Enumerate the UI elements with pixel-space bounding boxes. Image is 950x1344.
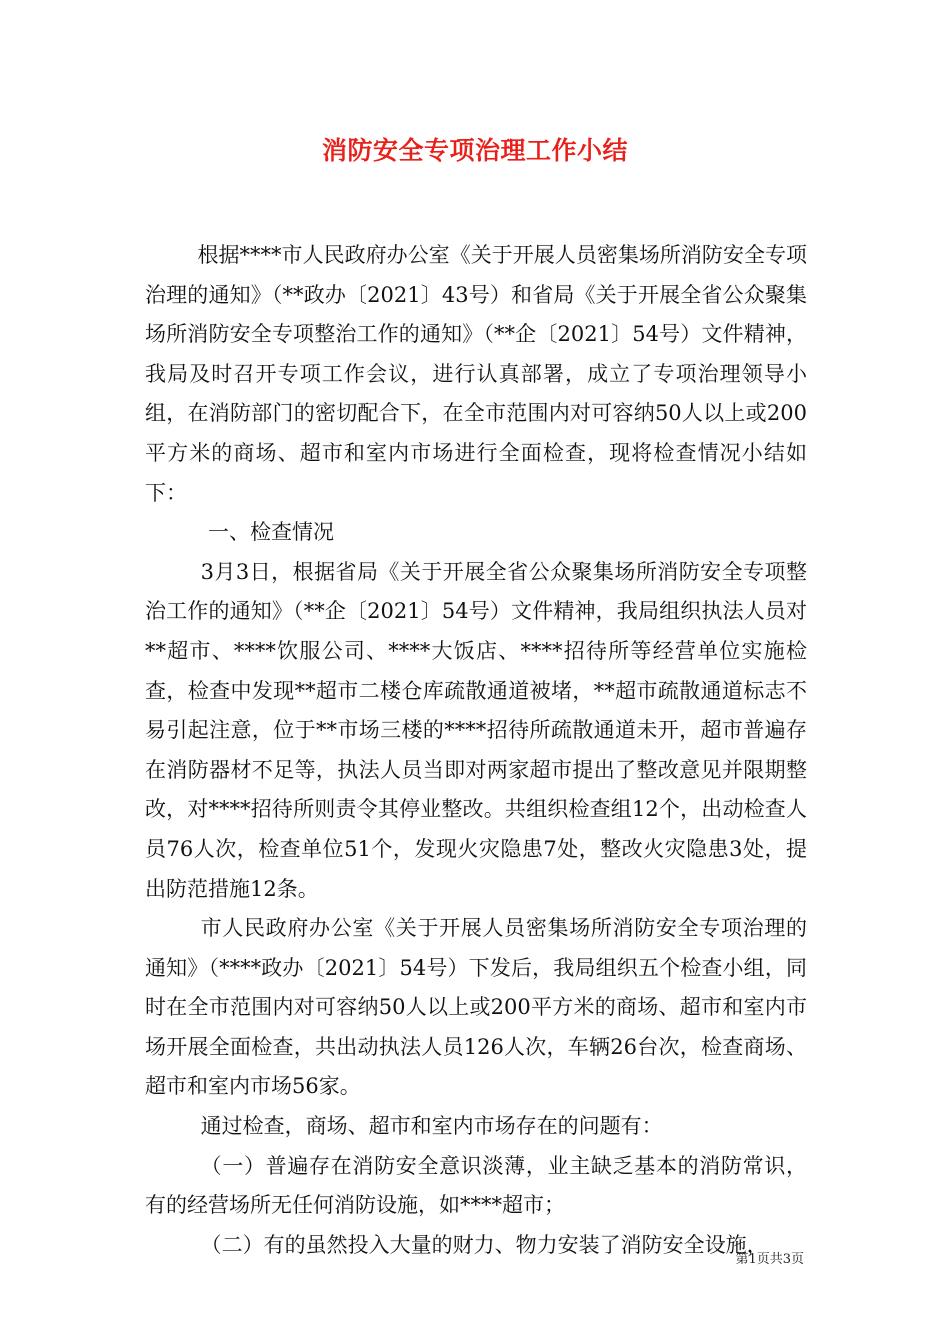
section-heading-inspection: 一、检查情况 (208, 520, 334, 545)
paragraph-problem-1: （一）普遍存在消防安全意识淡薄，业主缺乏基本的消防常识，有的经营场所无任何消防设施，如****超市； (145, 1153, 807, 1218)
page-indicator: 第1页共3页 (735, 1252, 804, 1267)
document-title: 消防安全专项治理工作小结 (321, 136, 628, 165)
paragraph-intro: 根据****市人民政府办公室《关于开展人员密集场所消防安全专项治理的通知》（**政办〔2021〕43号）和省局《关于开展全省公众聚集场所消防安全专项整治工作的通知》（**企〔2021〕54号）文件精神，我局及时召开专项工作会议，进行认真部署，成立了专项治理领导小组，在消防部门的密切配合下，在全市范围内对可容纳50人以上或200平方米的商场、超市和室内市场进行全面检查，现将检查情况小结如下： (145, 243, 807, 505)
paragraph-problem-2: （二）有的虽然投入大量的财力、物力安装了消防安全设施， (200, 1232, 768, 1257)
paragraph-problems-intro: 通过检查，商场、超市和室内市场存在的问题有： (200, 1114, 663, 1139)
paragraph-march-inspection: 3月3日，根据省局《关于开展全省公众聚集场所消防安全专项整治工作的通知》（**企〔2021〕54号）文件精神，我局组织执法人员对**超市、****饮服公司、****大饭店、****招待所等经营单位实施检查，检查中发现**超市二楼仓库疏散通道被堵，**超市疏散通道标志不易引起注意，位于**市场三楼的****招待所疏散通道未开，超市普遍存在消防器材不足等，执法人员当即对两家超市提出了整改意见并限期整改，对****招待所则责令其停业整改。共组织检查组12个，出动检查人员76人次，检查单位51个，发现火灾隐患7处，整改火灾隐患3处，提出防范措施12条。 (145, 559, 807, 901)
paragraph-city-inspection: 市人民政府办公室《关于开展人员密集场所消防安全专项治理的通知》（****政办〔2021〕54号）下发后，我局组织五个检查小组，同时在全市范围内对可容纳50人以上或200平方米的商场、超市和室内市场开展全面检查，共出动执法人员126人次，车辆26台次，检查商场、超市和室内市场56家。 (145, 916, 807, 1099)
document-body (145, 236, 807, 1265)
